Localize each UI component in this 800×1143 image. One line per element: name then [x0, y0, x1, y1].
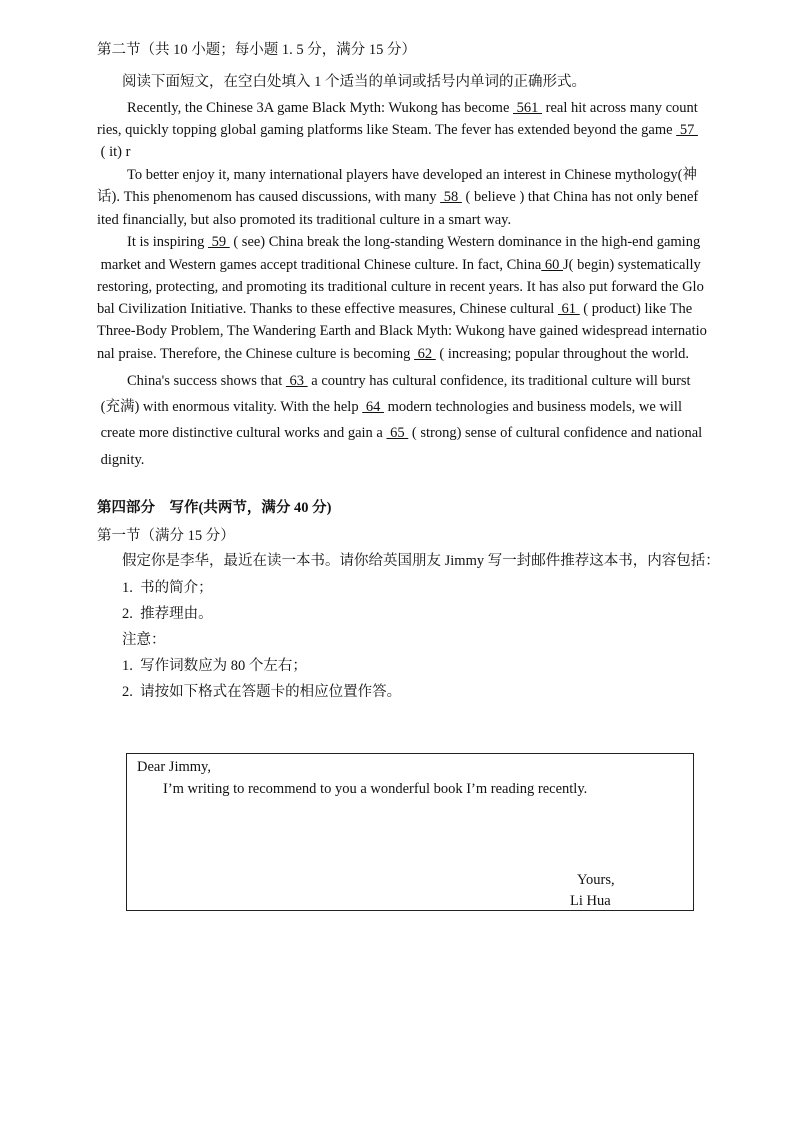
- text-line: [122, 552, 720, 570]
- text-segment: 1. 书的简介；: [122, 580, 213, 596]
- answer-blank: 63: [285, 373, 308, 389]
- text-line: [97, 499, 331, 517]
- text-line: [127, 233, 700, 251]
- text-segment: create more distinctive cultural works and gain a: [97, 425, 387, 441]
- answer-blank: 60: [541, 257, 564, 273]
- answer-blank: 561: [513, 100, 542, 116]
- text-segment: modern technologies and business models, we will: [383, 399, 682, 415]
- text-segment: 话). This phenomenom has caused discussions, with many: [97, 189, 441, 205]
- text-segment: 2. 请按如下格式在答题卡的相应位置作答。: [122, 684, 402, 700]
- text-line: [122, 579, 213, 597]
- text-segment: Three-Body Problem, The Wandering Earth and Black Myth: Wukong have gained widespread internatio: [97, 323, 707, 339]
- text-segment: China's success shows that: [127, 373, 286, 389]
- letter-signature: Li Hua: [570, 893, 611, 909]
- text-line: [97, 398, 682, 416]
- text-line: [122, 73, 586, 91]
- text-segment: market and Western games accept traditional Chinese culture. In fact, China: [97, 257, 542, 273]
- text-segment: ( strong) sense of cultural confidence and national: [408, 425, 703, 441]
- text-segment: To better enjoy it, many international players have developed an interest in Chinese mythology(神: [127, 167, 697, 183]
- answer-blank: 62: [414, 346, 436, 362]
- text-line: [97, 143, 130, 161]
- text-segment: (充满) with enormous vitality. With the help: [97, 399, 363, 415]
- text-segment: Recently, the Chinese 3A game Black Myth: Wukong has become: [127, 100, 513, 116]
- text-line: [127, 166, 697, 184]
- text-line: [122, 631, 166, 649]
- text-line: [97, 527, 235, 545]
- letter-template-box: [126, 753, 694, 911]
- text-segment: ( product) like The: [579, 301, 693, 317]
- text-segment: 第二节（共 10 小题；每小题 1. 5 分，满分 15 分）: [97, 42, 416, 58]
- text-line: [127, 372, 691, 390]
- text-line: [97, 345, 689, 363]
- text-line: [97, 300, 692, 318]
- letter-opening: I’m writing to recommend to you a wonderful book I’m reading recently.: [163, 781, 588, 797]
- text-segment: 阅读下面短文，在空白处填入 1 个适当的单词或括号内单词的正确形式。: [122, 74, 586, 90]
- text-segment: 第四部分 写作(共两节，满分 40 分): [97, 500, 332, 516]
- text-segment: dignity.: [97, 452, 145, 468]
- text-segment: ited financially, but also promoted its traditional culture in a smart way.: [97, 212, 512, 228]
- text-segment: bal Civilization Initiative. Thanks to these effective measures, Chinese cultural: [97, 301, 558, 317]
- text-line: [122, 657, 307, 675]
- text-line: [127, 99, 698, 117]
- answer-blank: 59: [207, 234, 230, 250]
- text-segment: ( see) China break the long-standing Western dominance in the high-end gaming: [229, 234, 701, 250]
- text-segment: ( increasing; popular throughout the world.: [435, 346, 690, 362]
- text-line: [97, 188, 698, 206]
- text-segment: real hit across many count: [542, 100, 698, 116]
- text-segment: nal praise. Therefore, the Chinese culture is becoming: [97, 346, 415, 362]
- text-line: [97, 211, 511, 229]
- letter-salutation: Dear Jimmy,: [137, 759, 211, 775]
- text-line: [97, 121, 698, 139]
- text-line: [122, 605, 213, 623]
- text-line: [97, 278, 704, 296]
- text-segment: 注意：: [122, 632, 166, 648]
- text-line: [97, 322, 707, 340]
- answer-blank: 57: [676, 122, 698, 138]
- text-line: [97, 451, 144, 469]
- text-segment: ( it) r: [97, 144, 131, 160]
- answer-blank: 65: [386, 425, 409, 441]
- text-line: [97, 256, 701, 274]
- text-line: [122, 683, 401, 701]
- text-segment: J( begin) systematically: [563, 257, 701, 273]
- text-segment: a country has cultural confidence, its traditional culture will burst: [307, 373, 691, 389]
- text-segment: 2. 推荐理由。: [122, 606, 213, 622]
- text-segment: It is inspiring: [127, 234, 208, 250]
- text-segment: 第一节（满分 15 分）: [97, 528, 235, 544]
- text-segment: ( believe ) that China has not only benef: [461, 189, 699, 205]
- text-line: [97, 41, 416, 59]
- answer-blank: 64: [362, 399, 384, 415]
- text-segment: 1. 写作词数应为 80 个左右；: [122, 658, 307, 674]
- answer-blank: 58: [440, 189, 462, 205]
- text-line: [97, 424, 702, 442]
- letter-closing: Yours,: [577, 872, 615, 888]
- text-segment: ries, quickly topping global gaming platforms like Steam. The fever has extended beyond the game: [97, 122, 677, 138]
- text-segment: restoring, protecting, and promoting its traditional culture in recent years. It has also put forward the Glo: [97, 279, 704, 295]
- text-segment: 假定你是李华，最近在读一本书。请你给英国朋友 Jimmy 写一封邮件推荐这本书，内容包括：: [122, 553, 720, 569]
- answer-blank: 61: [557, 301, 580, 317]
